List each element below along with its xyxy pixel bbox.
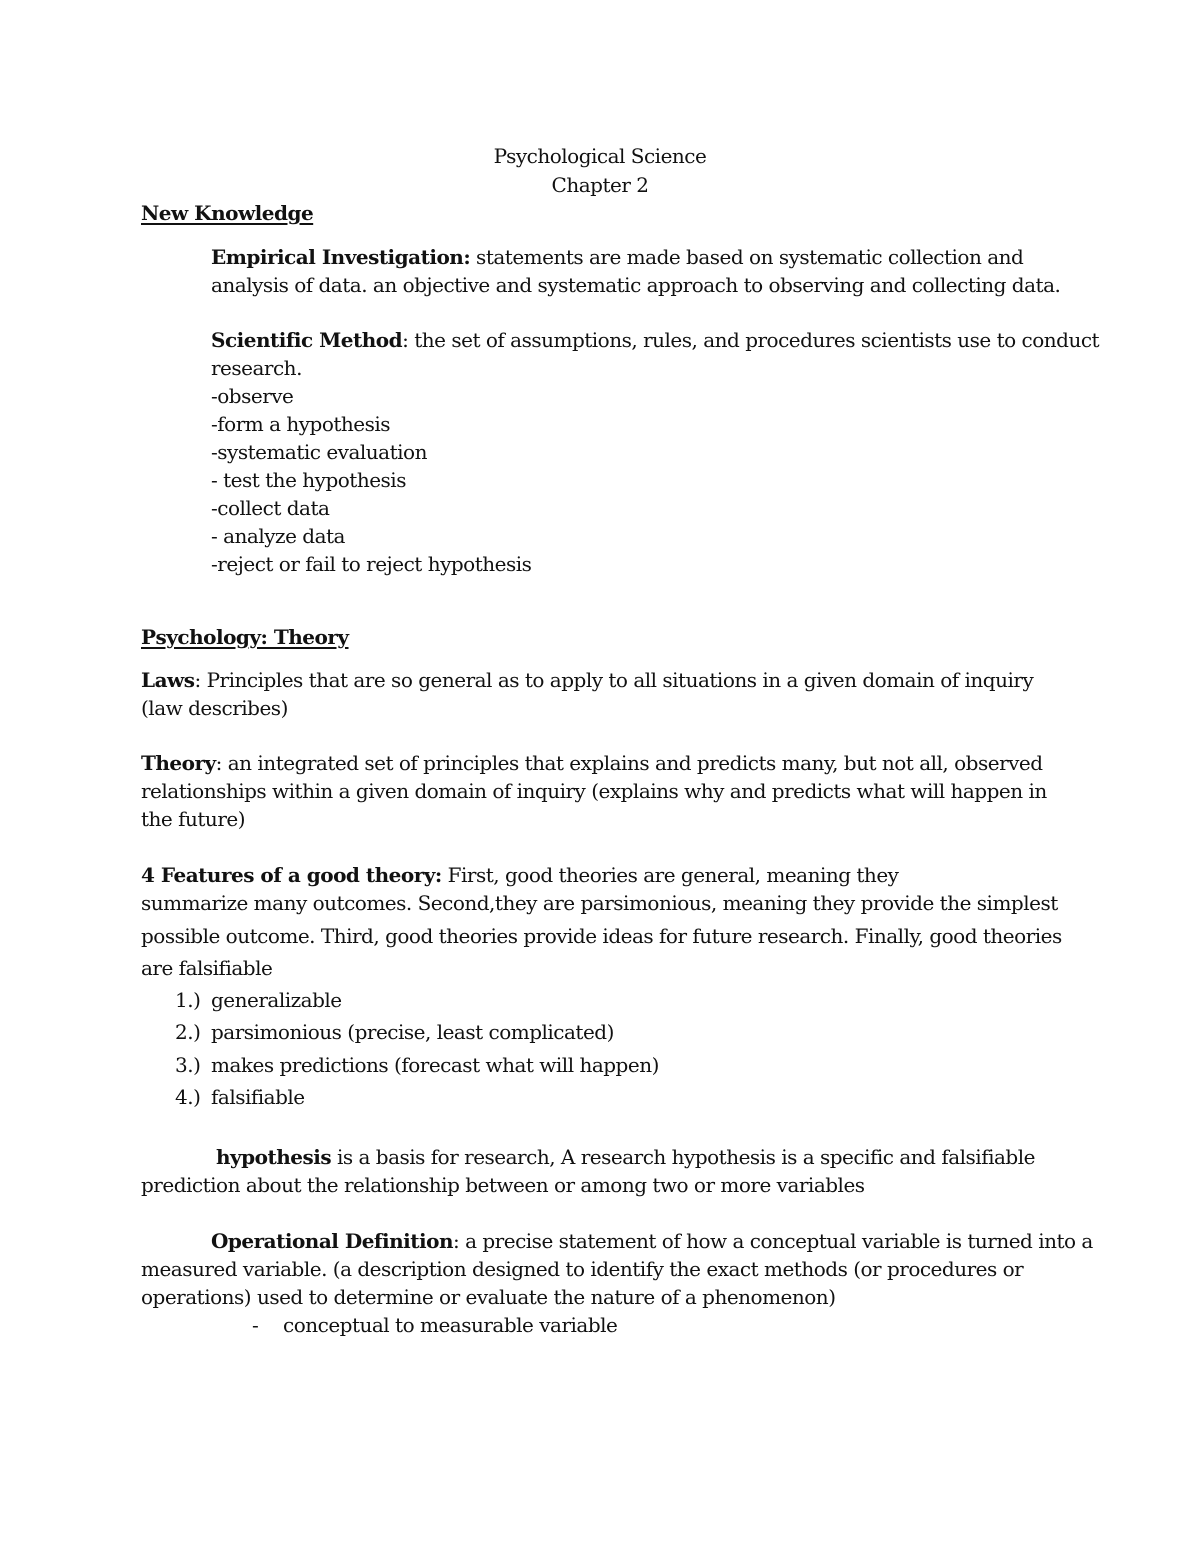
method-step: -systematic evaluation [211, 440, 427, 464]
method-step: -form a hypothesis [211, 412, 391, 436]
operational-definition-line3: operations) used to determine or evaluate the nature of a phenomenon) [141, 1285, 836, 1309]
laws-line1 [141, 666, 1033, 694]
section-heading-psychology-theory: Psychology: Theory [141, 625, 349, 649]
features-text: First, good theories are general, meaning they [441, 863, 899, 887]
method-step: - analyze data [211, 524, 345, 548]
empirical-investigation-line2: analysis of data. an objective and systematic approach to observing and collecting data. [211, 273, 1061, 297]
scientific-method-line1 [211, 326, 1099, 354]
bullet-item: conceptual to measurable variable [283, 1313, 618, 1337]
feature-list-item: makes predictions (forecast what will happen) [211, 1053, 659, 1077]
theory-line2: relationships within a given domain of inquiry (explains why and predicts what will happen in [141, 779, 1047, 803]
empirical-investigation-term: Empirical Investigation: [211, 245, 471, 269]
empirical-investigation-text: statements are made based on systematic collection and [470, 245, 1024, 269]
features-line4: are falsifiable [141, 956, 273, 980]
hypothesis-line2: prediction about the relationship between or among two or more variables [141, 1173, 865, 1197]
theory-text: : an integrated set of principles that explains and predicts many, but not all, observed [215, 751, 1043, 775]
features-term: 4 Features of a good theory: [141, 863, 442, 887]
operational-definition-term: Operational Definition [211, 1229, 453, 1253]
operational-definition-line1 [211, 1227, 1093, 1255]
method-step: -reject or fail to reject hypothesis [211, 552, 532, 576]
document-title: Psychological Science [493, 144, 707, 168]
section-heading-new-knowledge: New Knowledge [141, 201, 314, 225]
theory-line3: the future) [141, 807, 246, 831]
hypothesis-text: is a basis for research, A research hypothesis is a specific and falsifiable [331, 1145, 1035, 1169]
method-step: -observe [211, 384, 294, 408]
features-line3: possible outcome. Third, good theories provide ideas for future research. Finally, good theories [141, 924, 1062, 948]
hypothesis-line1 [216, 1143, 1035, 1171]
feature-list-item: falsifiable [211, 1085, 305, 1109]
hypothesis-term: hypothesis [216, 1145, 332, 1169]
feature-list-number: 1.) [175, 988, 201, 1012]
theory-line1 [141, 749, 1043, 777]
laws-line2: (law describes) [141, 696, 288, 720]
feature-list-number: 3.) [175, 1053, 201, 1077]
empirical-investigation-line1 [211, 243, 1023, 271]
laws-text: : Principles that are so general as to apply to all situations in a given domain of inquiry [194, 668, 1034, 692]
theory-term: Theory [141, 751, 216, 775]
features-line2: summarize many outcomes. Second,they are parsimonious, meaning they provide the simplest [141, 891, 1058, 915]
bullet-dash: - [252, 1313, 259, 1337]
operational-definition-line2: measured variable. (a description designed to identify the exact methods (or procedures or [141, 1257, 1024, 1281]
feature-list-item: parsimonious (precise, least complicated) [211, 1020, 614, 1044]
scientific-method-term: Scientific Method [211, 328, 403, 352]
feature-list-number: 2.) [175, 1020, 201, 1044]
scientific-method-line2: research. [211, 356, 302, 380]
laws-term: Laws [141, 668, 195, 692]
operational-definition-text: : a precise statement of how a conceptual variable is turned into a [453, 1229, 1093, 1253]
feature-list-item: generalizable [211, 988, 342, 1012]
method-step: -collect data [211, 496, 330, 520]
scientific-method-text: : the set of assumptions, rules, and procedures scientists use to conduct [402, 328, 1100, 352]
method-step: - test the hypothesis [211, 468, 406, 492]
feature-list-number: 4.) [175, 1085, 201, 1109]
features-line1 [141, 861, 898, 889]
chapter-label: Chapter 2 [551, 173, 649, 197]
